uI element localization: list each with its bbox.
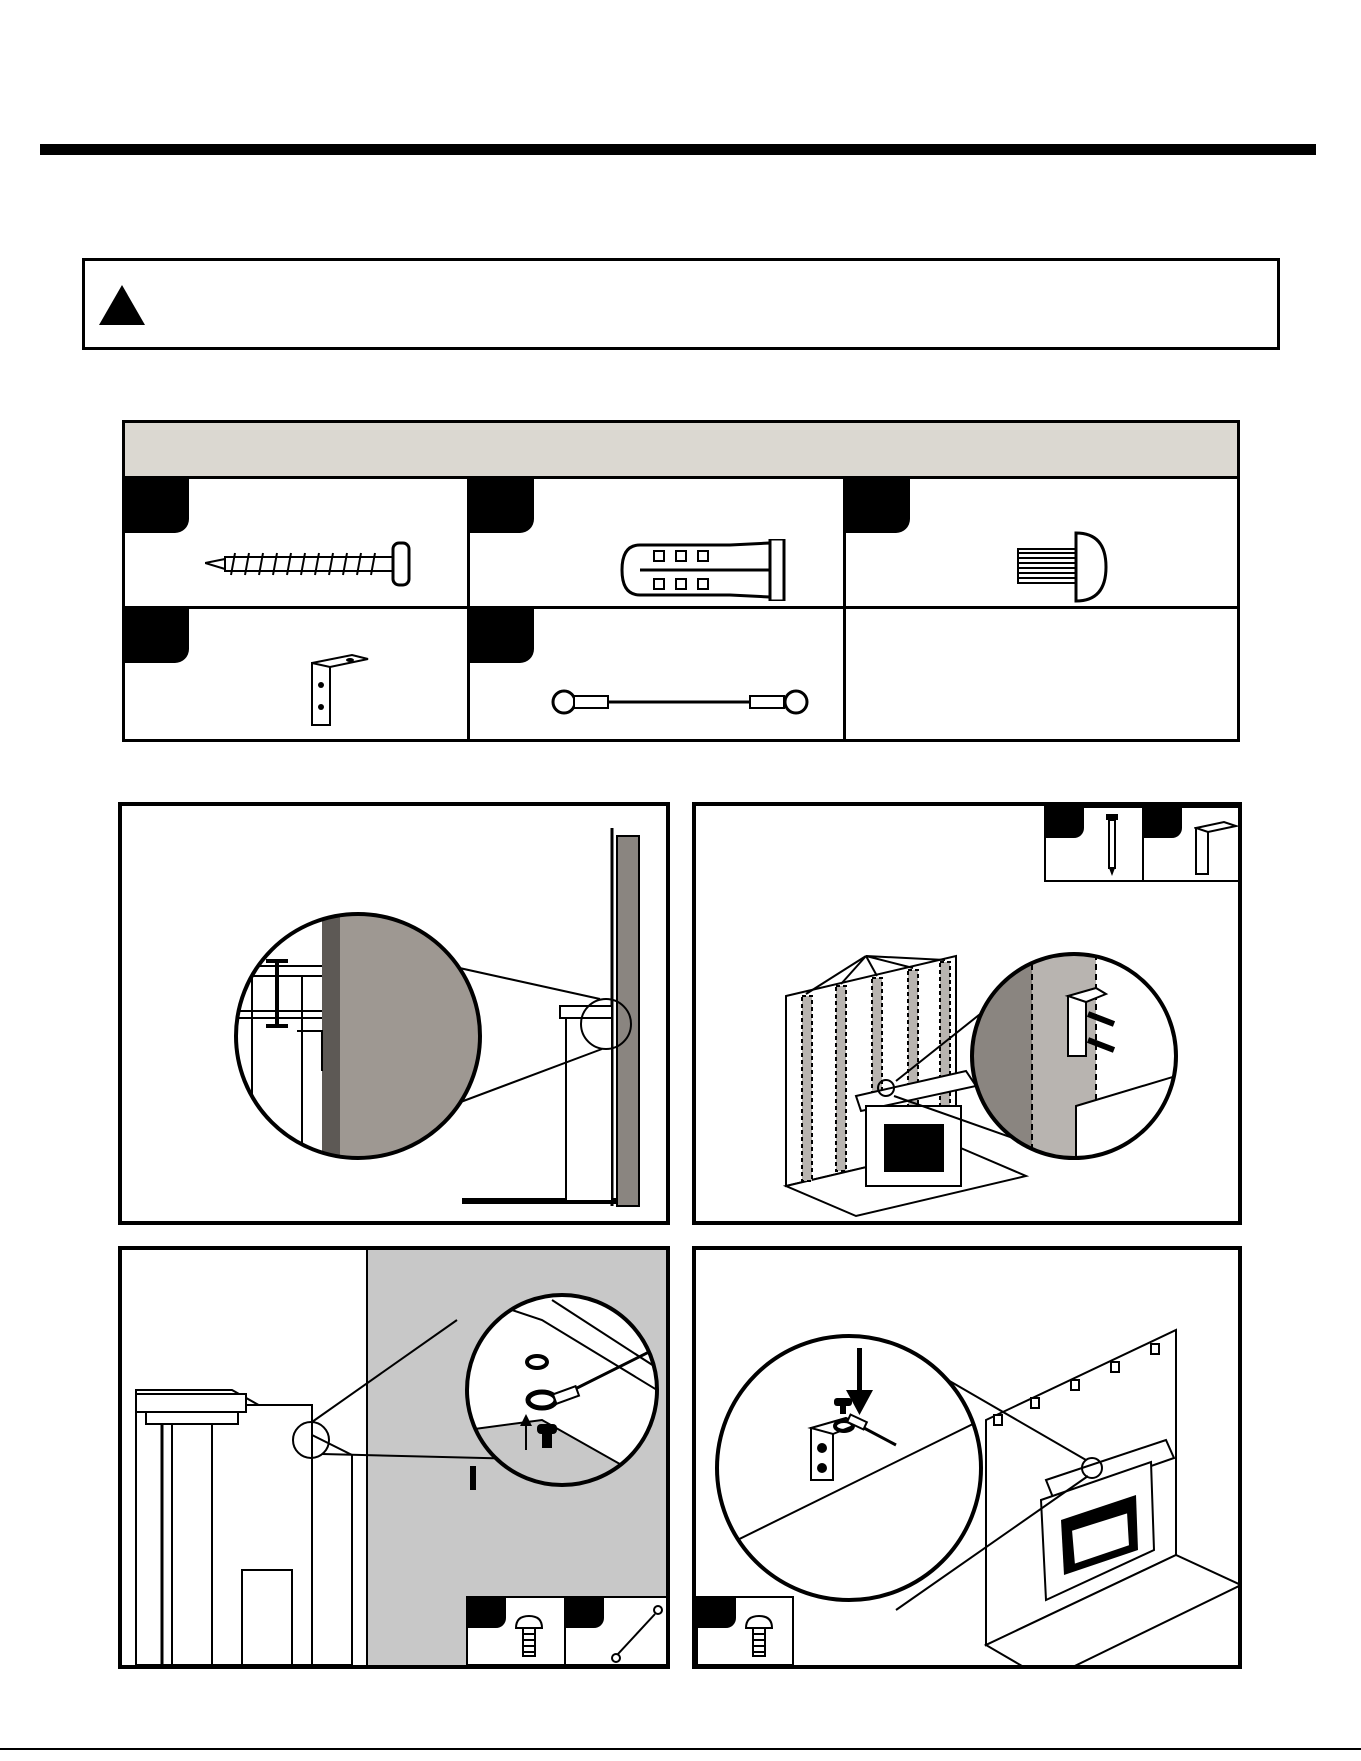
bottom-rule: [0, 1748, 1361, 1750]
step-2-illustration: [696, 806, 1238, 1221]
step-part-short-screw: [466, 1596, 566, 1666]
strap-cable-icon: [550, 685, 820, 719]
l-bracket-icon: [310, 649, 380, 729]
step-1-illustration: [122, 806, 666, 1221]
part-tag: [125, 479, 189, 533]
short-screw-icon: [514, 1614, 544, 1662]
part-tag: [470, 479, 534, 533]
mini-tag: [698, 1598, 736, 1628]
part-tag: [470, 609, 534, 663]
part-tag: [846, 479, 910, 533]
part-cell-d: [125, 609, 470, 739]
part-cell-c: [846, 479, 1237, 609]
step-panel-4: [692, 1246, 1242, 1669]
part-cell-empty: [846, 609, 1237, 739]
strap-cable-icon: [610, 1604, 664, 1664]
short-screw-icon: [744, 1614, 774, 1662]
part-cell-b: [470, 479, 846, 609]
long-screw-icon: [205, 539, 445, 589]
step-panel-2: [692, 802, 1242, 1225]
step-part-short-screw: [696, 1596, 794, 1666]
part-tag: [125, 609, 189, 663]
step-part-strap-cable: [564, 1596, 670, 1666]
mini-tag: [566, 1598, 604, 1628]
part-cell-a: [125, 479, 470, 609]
parts-list-header: [125, 423, 1237, 479]
part-cell-e: [470, 609, 846, 739]
step-panel-1: [118, 802, 670, 1225]
mini-tag: [468, 1598, 506, 1628]
parts-list: [122, 420, 1240, 742]
short-screw-icon: [1016, 529, 1116, 605]
top-rule: [40, 144, 1316, 155]
wall-anchor-icon: [620, 539, 810, 601]
step-panel-3: [118, 1246, 670, 1669]
warning-triangle-icon: [97, 283, 147, 327]
warning-box: [82, 258, 1280, 350]
